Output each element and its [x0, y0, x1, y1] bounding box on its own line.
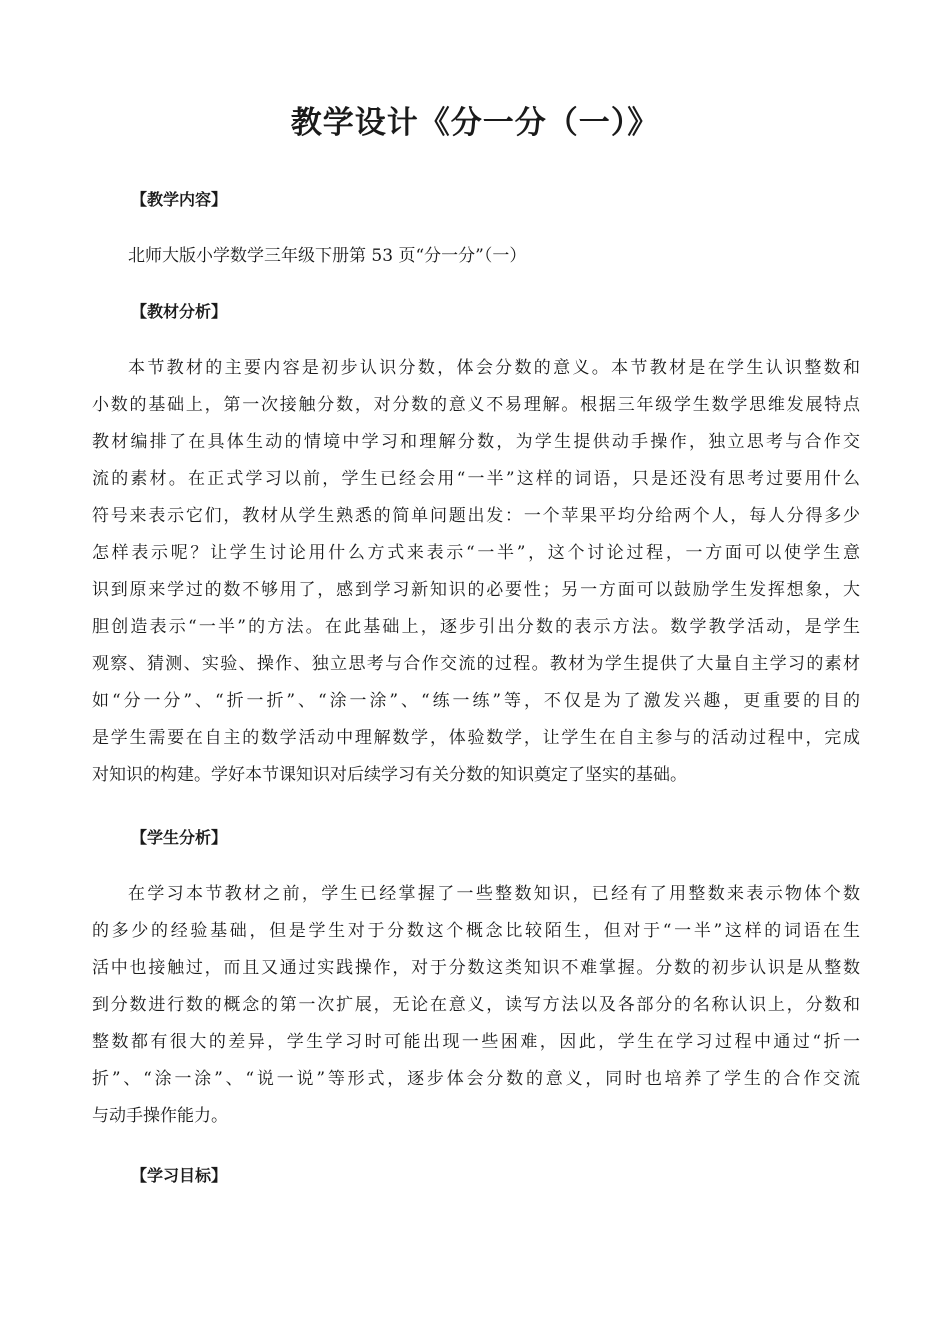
paragraph-line: 本节教材的主要内容是初步认识分数，体会分数的意义。本节教材是在学生认识整数和 — [128, 358, 860, 378]
paragraph-line: 折”、“涂一涂”、“说一说”等形式，逐步体会分数的意义，同时也培养了学生的合作交流 — [92, 1069, 860, 1089]
paragraph-line: 在学习本节教材之前，学生已经掌握了一些整数知识，已经有了用整数来表示物体个数 — [128, 884, 860, 904]
section-heading-goals: 【学习目标】 — [131, 1166, 228, 1185]
paragraph-line: 观察、猜测、实验、操作、独立思考与合作交流的过程。教材为学生提供了大量自主学习的素材 — [92, 654, 860, 674]
paragraph-line: 到分数进行数的概念的第一次扩展，无论在意义，读写方法以及各部分的名称认识上，分数和 — [92, 995, 860, 1015]
paragraph-line: 小数的基础上，第一次接触分数，对分数的意义不易理解。根据三年级学生数学思维发展特点 — [92, 395, 860, 415]
paragraph-line: 怎样表示呢？让学生讨论用什么方式来表示“一半”，这个讨论过程，一方面可以使学生意 — [92, 543, 860, 563]
paragraph-line: 整数都有很大的差异，学生学习时可能出现一些困难，因此，学生在学习过程中通过“折一 — [92, 1032, 860, 1052]
paragraph-line: 对知识的构建。学好本节课知识对后续学习有关分数的知识奠定了坚实的基础。 — [92, 765, 687, 785]
paragraph-line: 如“分一分”、“折一折”、“涂一涂”、“练一练”等，不仅是为了激发兴趣，更重要的目的 — [92, 691, 860, 711]
paragraph-line: 活中也接触过，而且又通过实践操作，对于分数这类知识不难掌握。分数的初步认识是从整数 — [92, 958, 860, 978]
section-heading-students: 【学生分析】 — [131, 828, 228, 847]
paragraph-line: 胆创造表示“一半”的方法。在此基础上，逐步引出分数的表示方法。数学教学活动，是学生 — [92, 617, 860, 637]
document-title: 教学设计《分一分（一）》 — [290, 105, 660, 141]
content-text: 北师大版小学数学三年级下册第 53 页“分一分”（一） — [128, 246, 527, 266]
paragraph-line: 的多少的经验基础，但是学生对于分数这个概念比较陌生，但对于“一半”这样的词语在生 — [92, 921, 860, 941]
paragraph-line: 符号来表示它们，教材从学生熟悉的简单问题出发：一个苹果平均分给两个人，每人分得多少 — [92, 506, 860, 526]
paragraph-line: 是学生需要在自主的数学活动中理解数学，体验数学，让学生在自主参与的活动过程中，完成 — [92, 728, 860, 748]
paragraph-line: 流的素材。在正式学习以前，学生已经会用“一半”这样的词语，只是还没有思考过要用什么 — [92, 469, 860, 489]
paragraph-line: 与动手操作能力。 — [92, 1106, 228, 1126]
paragraph-line: 教材编排了在具体生动的情境中学习和理解分数，为学生提供动手操作，独立思考与合作交 — [92, 432, 860, 452]
section-heading-content: 【教学内容】 — [131, 190, 228, 209]
paragraph-line: 识到原来学过的数不够用了，感到学习新知识的必要性；另一方面可以鼓励学生发挥想象，大 — [92, 580, 860, 600]
section-heading-material: 【教材分析】 — [131, 302, 228, 321]
